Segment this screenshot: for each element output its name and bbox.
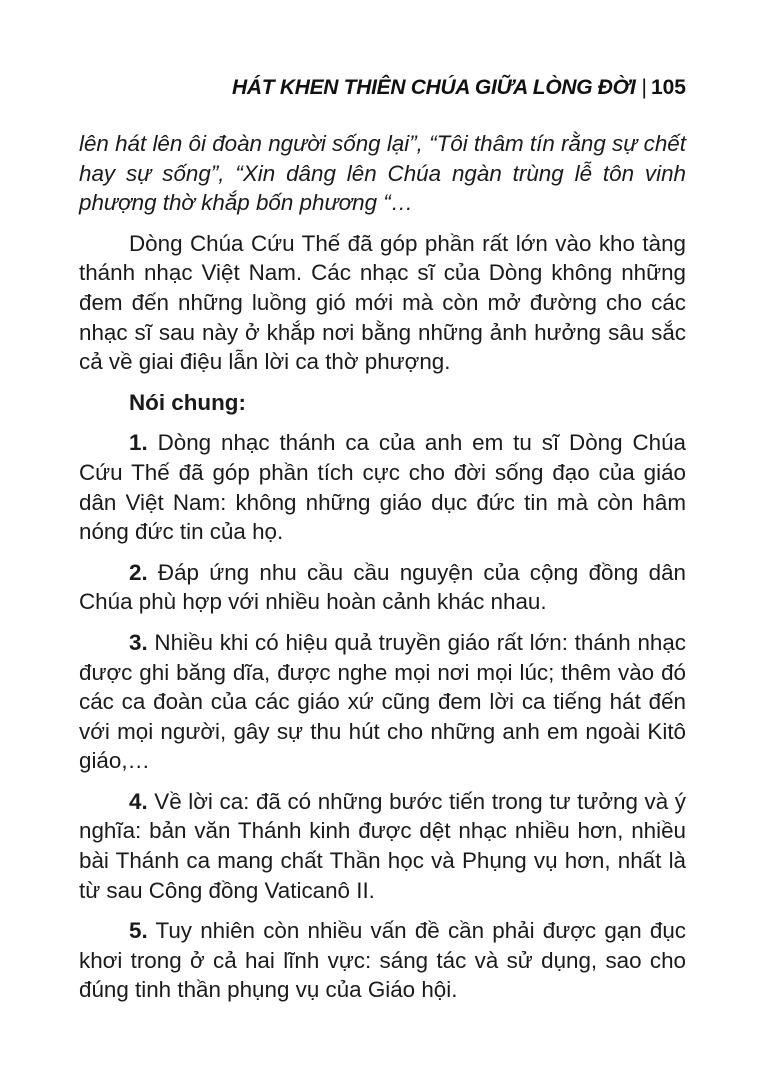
list-item <box>79 558 686 617</box>
item-number: 5. <box>129 918 148 944</box>
item-text: Tuy nhiên còn nhiều vấn đề cần phải được gạn đục khơi trong ở cả hai lĩnh vực: sáng tác và sử dụng, sao cho đúng tinh thần phụng vụ của Giáo hội. <box>79 918 686 1003</box>
paragraph-intro: Dòng Chúa Cứu Thế đã góp phần rất lớn vào kho tàng thánh nhạc Việt Nam. Các nhạc sĩ của Dòng không những đem đến những luồng gió mới mà còn mở đường cho các nhạc sĩ sau này ở khắp nơi bằng những ảnh hưởng sâu sắc cả về giai điệu lẫn lời ca thờ phượng. <box>79 230 686 375</box>
header-separator: | <box>641 76 647 99</box>
running-title: HÁT KHEN THIÊN CHÚA GIỮA LÒNG ĐỜI <box>232 76 636 99</box>
item-text: Nhiều khi có hiệu quả truyền giáo rất lớn: thánh nhạc được ghi băng dĩa, được nghe mọi nơi mọi lúc; thêm vào đó các ca đoàn của các giáo xứ cũng đem lời ca tiếng hát đến với mọi người, gây sự thu hút cho những anh em ngoài Kitô giáo,… <box>79 629 686 774</box>
section-heading: Nói chung: <box>129 389 246 415</box>
page-number: 105 <box>650 76 686 99</box>
item-text: Về lời ca: đã có những bước tiến trong tư tưởng và ý nghĩa: bản văn Thánh kinh được dệt nhạc nhiều hơn, nhiều bài Thánh ca mang chất Thần học và Phụng vụ hơn, nhất là từ sau Công đồng Vaticanô II. <box>79 788 686 903</box>
paragraph-continuation: lên hát lên ôi đoàn người sống lại”, “Tôi thâm tín rằng sự chết hay sự sống”, “Xin dâng lên Chúa ngàn trùng lễ tôn vinh phượng thờ khắp bốn phương “… <box>79 131 686 216</box>
body-text <box>79 129 686 1016</box>
list-item <box>79 916 686 1005</box>
item-text: Đáp ứng nhu cầu cầu nguyện của cộng đồng dân Chúa phù hợp với nhiều hoàn cảnh khác nhau. <box>79 559 686 615</box>
item-number: 4. <box>129 788 148 814</box>
item-number: 2. <box>129 559 148 585</box>
list-item <box>79 428 686 546</box>
page-header <box>0 74 686 102</box>
item-number: 1. <box>129 430 148 456</box>
list-item <box>79 787 686 905</box>
list-item <box>79 628 686 776</box>
item-text: Dòng nhạc thánh ca của anh em tu sĩ Dòng Chúa Cứu Thế đã góp phần tích cực cho đời sống đạo của giáo dân Việt Nam: không những giáo dục đức tin mà còn hâm nóng đức tin của họ. <box>79 430 686 545</box>
item-number: 3. <box>129 629 148 655</box>
